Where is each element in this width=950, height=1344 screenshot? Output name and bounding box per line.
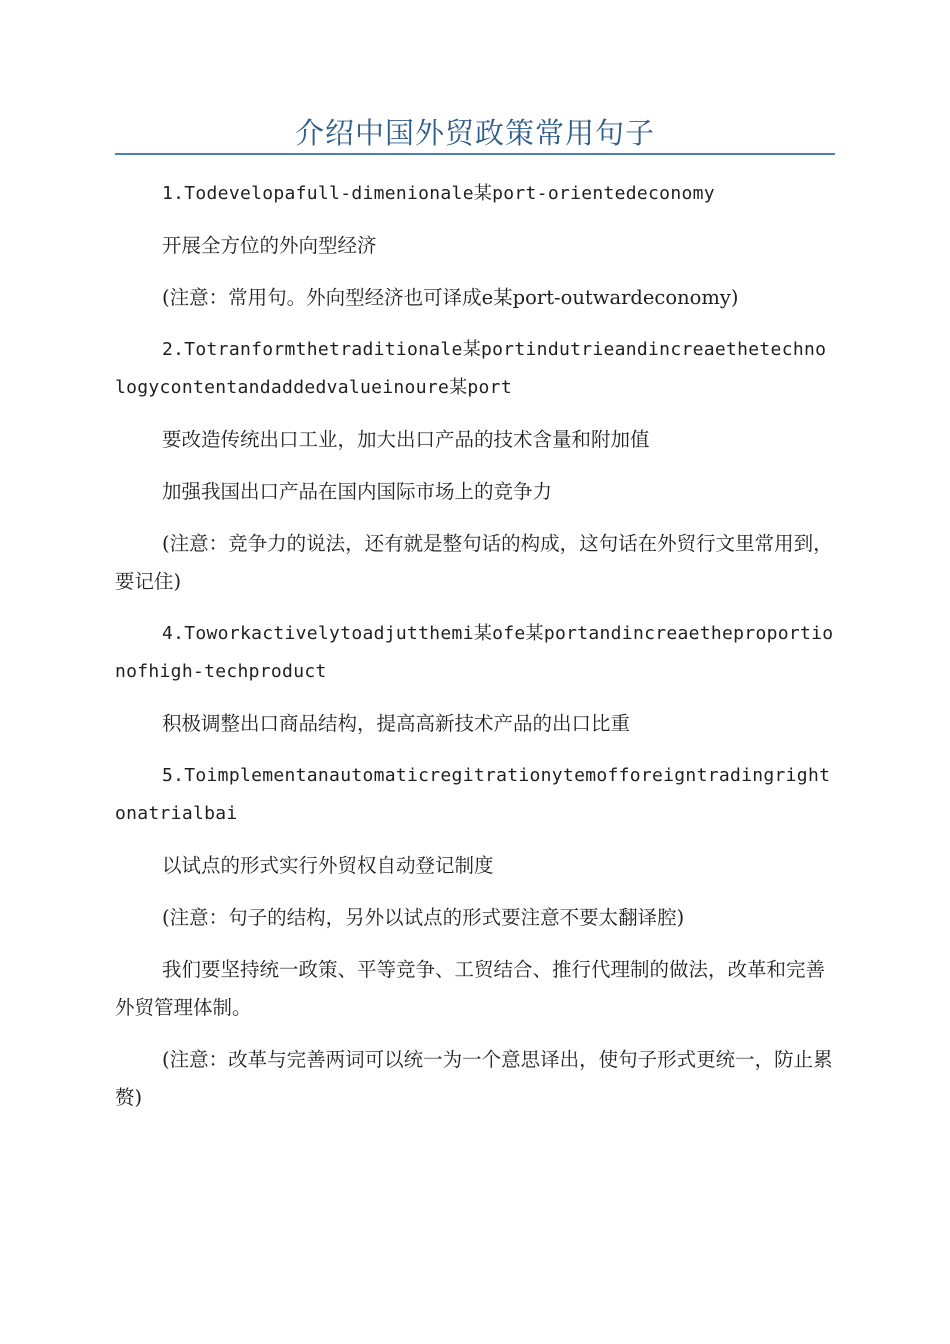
paragraph: 4.Toworkactivelytoadjutthemi某ofe某portandincreaetheproportionofhigh-techproduct: [115, 623, 834, 682]
paragraph: (注意：句子的结构，另外以试点的形式要注意不要太翻译腔): [162, 906, 685, 929]
paragraph: 要改造传统出口工业，加大出口产品的技术含量和附加值: [162, 428, 650, 451]
paragraph: 5.Toimplementanautomaticregitrationytemofforeigntradingrightonatrialbai: [115, 765, 831, 824]
paragraph: 开展全方位的外向型经济: [162, 234, 377, 257]
paragraph: 1.Todevelopafull-dimenionale某port-orientedeconomy: [162, 183, 715, 204]
paragraph: (注意：常用句。外向型经济也可译成e某port-outwardeconomy): [162, 286, 739, 309]
document-body: [115, 175, 835, 1131]
paragraph: 加强我国出口产品在国内国际市场上的竞争力: [162, 480, 553, 503]
title-divider: [115, 153, 835, 155]
paragraph: 我们要坚持统一政策、平等竞争、工贸结合、推行代理制的做法，改革和完善外贸管理体制。: [115, 958, 826, 1019]
paragraph: (注意：竞争力的说法，还有就是整句话的构成，这句话在外贸行文里常用到，要记住): [115, 532, 833, 593]
paragraph: 以试点的形式实行外贸权自动登记制度: [162, 854, 494, 877]
page-title: 介绍中国外贸政策常用句子: [294, 116, 655, 150]
paragraph: (注意：改革与完善两词可以统一为一个意思译出，使句子形式更统一，防止累赘): [115, 1048, 833, 1109]
paragraph: 积极调整出口商品结构，提高高新技术产品的出口比重: [162, 712, 631, 735]
paragraph: 2.Totranformthetraditionale某portindutrieandincreaethetechnologycontentandaddedvalueinoure某port: [115, 339, 827, 398]
